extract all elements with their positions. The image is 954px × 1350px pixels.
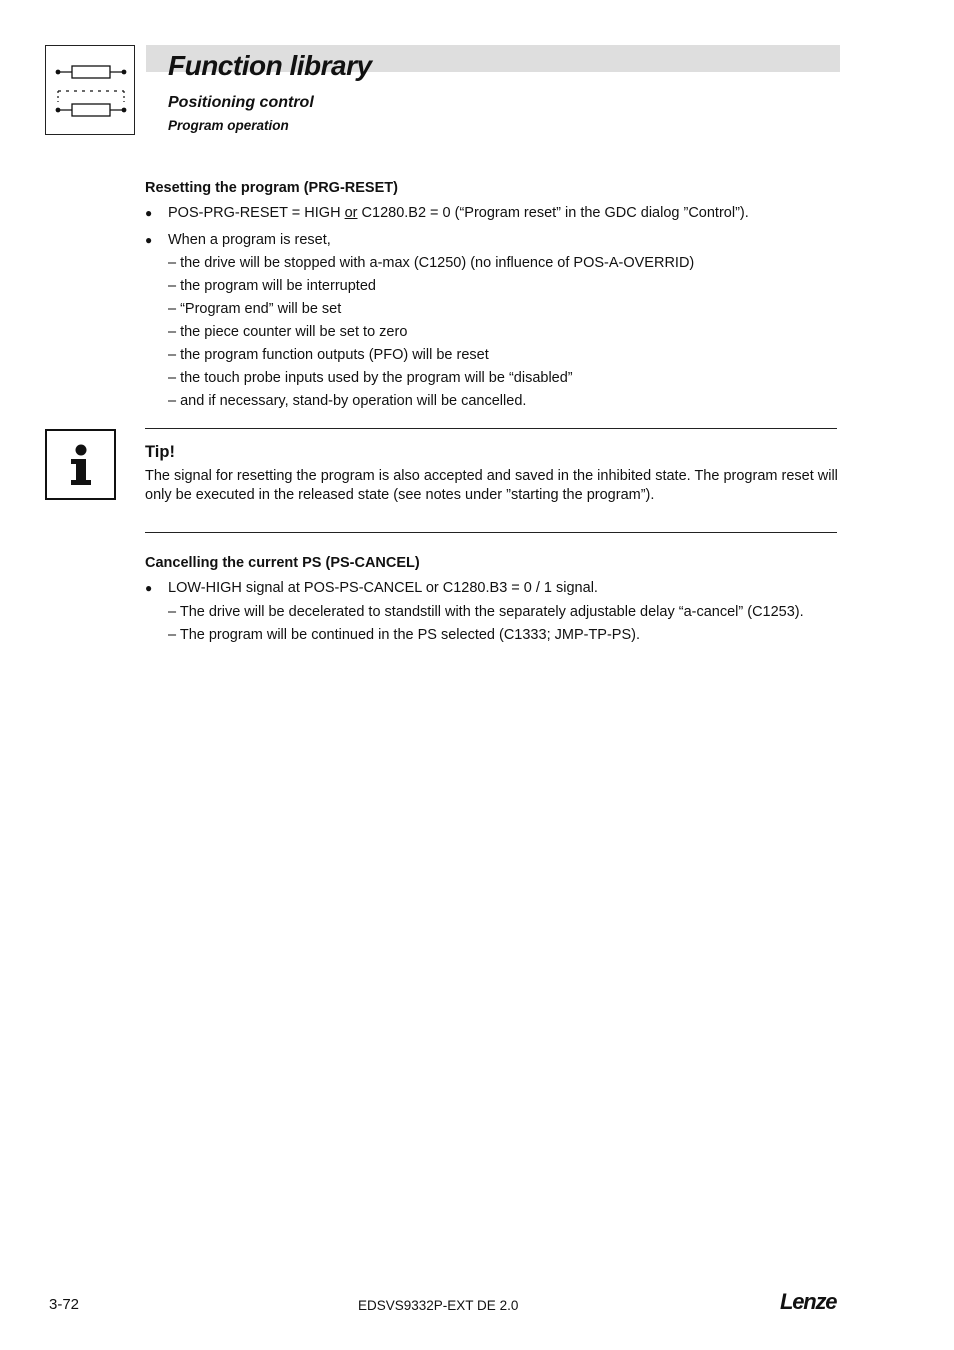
bullet-item: ● LOW-HIGH signal at POS-PS-CANCEL or C1280.B3 = 0 / 1 signal. (145, 577, 840, 600)
list-item: – and if necessary, stand-by operation will be cancelled. (168, 393, 527, 409)
info-icon (47, 431, 114, 498)
document-id: EDSVS9332P-EXT DE 2.0 (358, 1298, 519, 1313)
bullet-dot-icon: ● (145, 581, 153, 595)
list-item: – the piece counter will be set to zero (168, 324, 408, 340)
list-item: – the program will be interrupted (168, 278, 376, 294)
list-item: – the program function outputs (PFO) will be reset (168, 347, 489, 363)
list-item: – the touch probe inputs used by the program will be “disabled” (168, 370, 573, 386)
bullet-dot-icon: ● (145, 206, 153, 220)
list-item: – The drive will be decelerated to standstill with the separately adjustable delay “a-cancel” (C1253). (168, 604, 804, 620)
list-item: – “Program end” will be set (168, 301, 342, 317)
section-prg-reset (145, 178, 840, 413)
section-heading: Resetting the program (PRG-RESET) (145, 180, 398, 196)
divider (145, 428, 837, 429)
tip-block (145, 442, 840, 504)
section-subtitle: Positioning control (168, 94, 314, 111)
section-heading: Cancelling the current PS (PS-CANCEL) (145, 555, 420, 571)
bullet-item: ● POS-PRG-RESET = HIGH or C1280.B2 = 0 (“Program reset” in the GDC dialog ”Control”). (145, 202, 840, 225)
tip-text: The signal for resetting the program is also accepted and saved in the inhibited state. The program reset will only be executed in the released state (see notes under ”starting the program”). (145, 468, 838, 503)
underlined-or: or (344, 205, 358, 221)
chapter-icon-box (45, 45, 135, 135)
bullet-dot-icon: ● (145, 233, 153, 247)
list-item: – the drive will be stopped with a-max (C1250) (no influence of POS-A-OVERRID) (168, 255, 695, 271)
info-box (45, 429, 116, 500)
divider (145, 532, 837, 533)
function-block-diagram-icon (46, 46, 136, 136)
dash-list (145, 603, 840, 644)
brand-logo: Lenze (780, 1289, 837, 1314)
page-number: 3-72 (49, 1296, 80, 1313)
list-item: – The program will be continued in the PS selected (C1333; JMP-TP-PS). (168, 627, 641, 643)
section-ps-cancel (145, 553, 840, 644)
page-title: Function library (168, 50, 372, 81)
dash-list (145, 252, 840, 413)
tip-title: Tip! (145, 443, 175, 461)
bullet-item: ● When a program is reset, (145, 229, 840, 252)
section-subsubtitle: Program operation (168, 118, 289, 133)
